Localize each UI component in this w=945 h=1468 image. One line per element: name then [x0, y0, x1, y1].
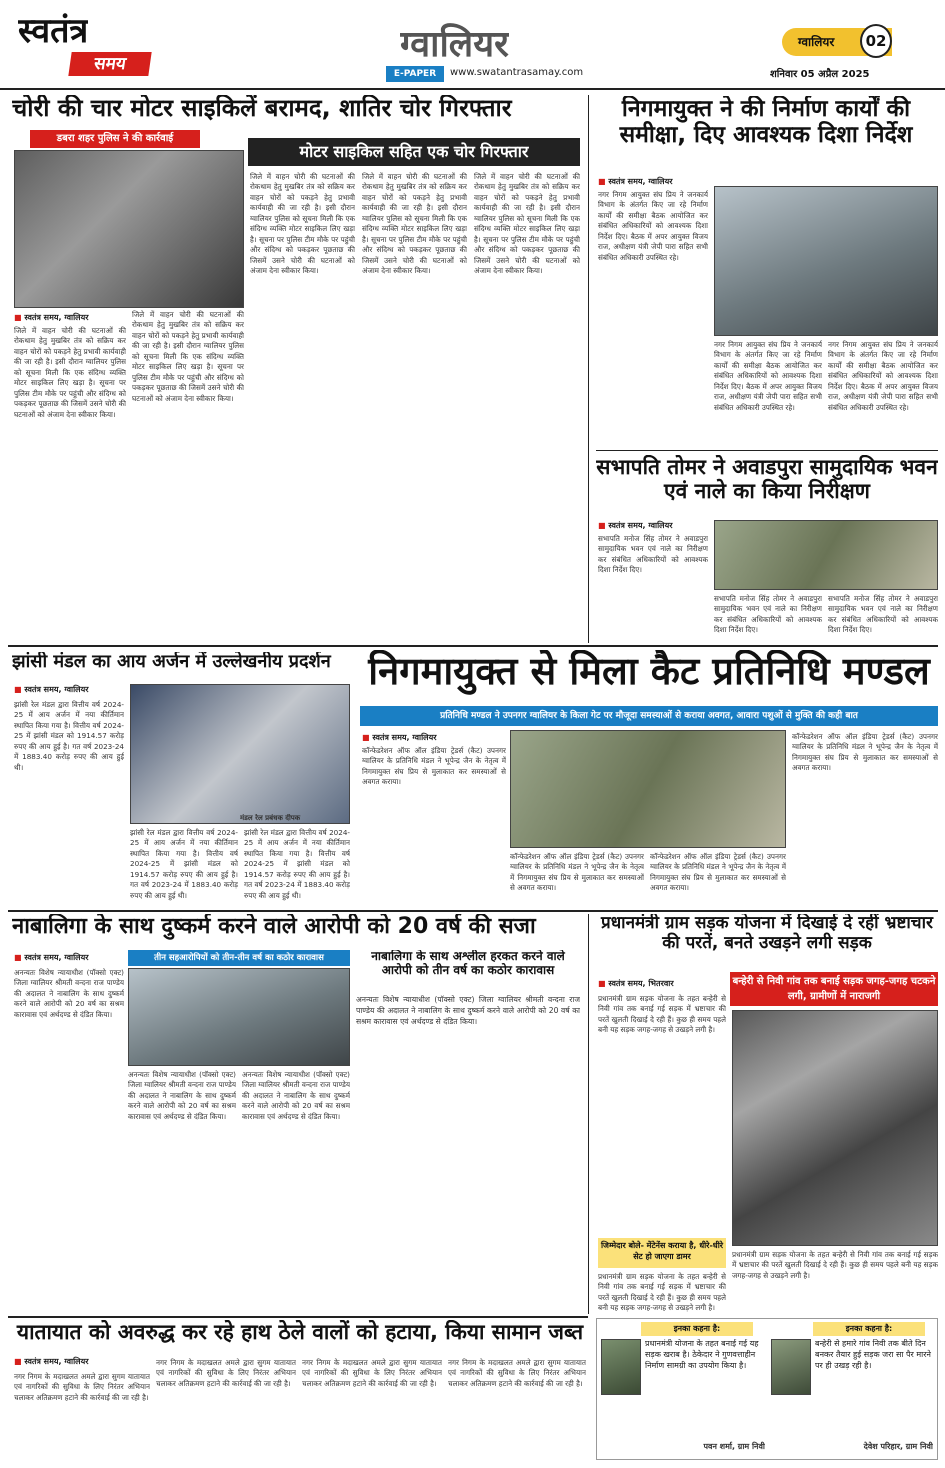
story1-body-col4: जिले में वाहन चोरी की घटनाओं की रोकथाम हेतु मुखबिर तंत्र को सक्रिय कर वाहन चोरों को पकड़ने हेतु प्रभावी कार्यवाही की जा रही है। इसी दौरान ग्वालियर पुलिस को सूचना मिली कि एक संदिग्ध व्यक्ति मोटर साइकिल लिए खड़ा है। सूचना पर पुलिस टीम मौके पर पहुंची और संदिग्ध को पकड़कर पूछताछ की जिसमें उसने चोरी की घटनाओं को अंजाम देना स्वीकार किया।	[362, 172, 467, 275]
story1-photo	[14, 150, 244, 308]
story6-headline[interactable]: नाबालिगा के साथ दुष्कर्म करने वाले आरोपी को 20 वर्ष की सजा	[12, 914, 536, 939]
masthead	[0, 0, 945, 90]
logo-badge[interactable]: समय	[68, 52, 151, 76]
story7-redbox: बन्हेरी से निवी गांव तक बनाई सड़क जगह-जगह चटकने लगी, ग्रामीणों में नाराजगी	[730, 972, 938, 1006]
story3-byline: ■ स्वतंत्र समय, ग्वालियर	[598, 520, 778, 532]
story7-byline: ■ स्वतंत्र समय, भितरवार	[598, 978, 726, 990]
story5-body-col2: कॉन्फेडरेशन ऑफ ऑल इंडिया ट्रेडर्स (कैट) उपनगर ग्वालियर के प्रतिनिधि मंडल ने भूपेन्द्र जैन के नेतृत्व में निगमायुक्त संघ प्रिय से मुलाकात कर समस्याओं से अवगत कराया।	[510, 852, 644, 893]
story1-body-col3: जिले में वाहन चोरी की घटनाओं की रोकथाम हेतु मुखबिर तंत्र को सक्रिय कर वाहन चोरों को पकड़ने हेतु प्रभावी कार्यवाही की जा रही है। इसी दौरान ग्वालियर पुलिस को सूचना मिली कि एक संदिग्ध व्यक्ति मोटर साइकिल लिए खड़ा है। सूचना पर पुलिस टीम मौके पर पहुंची और संदिग्ध को पकड़कर पूछताछ की जिसमें उसने चोरी की घटनाओं को अंजाम देना स्वीकार किया।	[250, 172, 355, 275]
story1-subheadline[interactable]: मोटर साइकिल सहित एक चोर गिरफ्तार	[248, 138, 580, 166]
story6-body-col1: अनन्यतः विशेष न्यायाधीश (पॉक्सो एक्ट) जिला ग्वालियर श्रीमती वन्दना राज पाण्डेय की अदालत ने नाबालिग के साथ दुष्कर्म करने वाले आरोपी को 20 वर्ष का सश्रम कारावास एवं अर्थदण्ड से दंडित किया।	[14, 968, 124, 1019]
story2-byline: ■ स्वतंत्र समय, ग्वालियर	[598, 176, 778, 188]
site-url[interactable]: www.swatantrasamay.com	[450, 67, 584, 78]
story4-byline: ■ स्वतंत्र समय, ग्वालियर	[14, 684, 194, 696]
story8-body-col4: नगर निगम के मदाखलत अमले द्वारा सुगम यातायात एवं नागरिकों की सुविधा के लिए निरंतर अभियान चलाकर अतिक्रमण हटाने की कार्रवाई की जा रही है।	[448, 1358, 586, 1388]
story3-body-col2: सभापति मनोज सिंह तोमर ने अवाडपुरा सामुदायिक भवन एवं नाले का निरीक्षण कर संबंधित अधिकारियों को आवश्यक दिशा निर्देश दिए।	[714, 594, 822, 635]
story6-body-col3: अनन्यतः विशेष न्यायाधीश (पॉक्सो एक्ट) जिला ग्वालियर श्रीमती वन्दना राज पाण्डेय की अदालत ने नाबालिग के साथ दुष्कर्म करने वाले आरोपी को 20 वर्ष का सश्रम कारावास एवं अर्थदण्ड से दंडित किया।	[242, 1070, 350, 1121]
column-divider	[588, 914, 589, 1314]
story1-byline: ■ स्वतंत्र समय, ग्वालियर	[14, 312, 244, 324]
section-divider	[8, 910, 938, 912]
story6-photo	[128, 968, 350, 1066]
story1-body-col1: जिले में वाहन चोरी की घटनाओं की रोकथाम हेतु मुखबिर तंत्र को सक्रिय कर वाहन चोरों को पकड़ने हेतु प्रभावी कार्यवाही की जा रही है। इसी दौरान ग्वालियर पुलिस को सूचना मिली कि एक संदिग्ध व्यक्ति मोटर साइकिल लिए खड़ा है। सूचना पर पुलिस टीम मौके पर पहुंची और संदिग्ध को पकड़कर पूछताछ की जिसमें उसने चोरी की घटनाओं को अंजाम देना स्वीकार किया।	[14, 326, 126, 419]
logo-text[interactable]: स्वतंत्र	[18, 11, 89, 51]
story5-subbar: प्रतिनिधि मण्डल ने उपनगर ग्वालियर के किला गेट पर मौजूदा समस्याओं से कराया अवगत, आवारा पशुओं से मुक्ति की कही बात	[360, 706, 938, 726]
divider	[596, 450, 938, 451]
story5-photo	[510, 730, 786, 848]
story8-body-col2: नगर निगम के मदाखलत अमले द्वारा सुगम यातायात एवं नागरिकों की सुविधा के लिए निरंतर अभियान चलाकर अतिक्रमण हटाने की कार्रवाई की जा रही है।	[156, 1358, 296, 1388]
quote2-avatar	[771, 1339, 811, 1395]
quote2-text: बन्हेरी से हमारे गांव निवी तक बीते दिन बनकर तैयार हुई सड़क जरा सा पैर मारने पर ही उखड़ रही है।	[815, 1339, 931, 1370]
story1-body-col5: जिले में वाहन चोरी की घटनाओं की रोकथाम हेतु मुखबिर तंत्र को सक्रिय कर वाहन चोरों को पकड़ने हेतु प्रभावी कार्यवाही की जा रही है। इसी दौरान ग्वालियर पुलिस को सूचना मिली कि एक संदिग्ध व्यक्ति मोटर साइकिल लिए खड़ा है। सूचना पर पुलिस टीम मौके पर पहुंची और संदिग्ध को पकड़कर पूछताछ की जिसमें उसने चोरी की घटनाओं को अंजाम देना स्वीकार किया।	[474, 172, 580, 275]
story7-body-col3: प्रधानमंत्री ग्राम सड़क योजना के तहत बन्हेरी से निवी गांव तक बनाई गई सड़क में भ्रष्टाचार की परतें खुलती दिखाई दे रही हैं। कुछ ही समय पहले बनी यह सड़क जगह-जगह से उखड़ने लगी है।	[598, 1272, 726, 1312]
story5-body-col4: कॉन्फेडरेशन ऑफ ऑल इंडिया ट्रेडर्स (कैट) उपनगर ग्वालियर के प्रतिनिधि मंडल ने भूपेन्द्र जैन के नेतृत्व में निगमायुक्त संघ प्रिय से मुलाकात कर समस्याओं से अवगत कराया।	[792, 732, 938, 773]
story1-headline[interactable]: चोरी की चार मोटर साइकिलें बरामद, शातिर चोर गिरफ्तार	[12, 95, 512, 122]
story3-body-col3: सभापति मनोज सिंह तोमर ने अवाडपुरा सामुदायिक भवन एवं नाले का निरीक्षण कर संबंधित अधिकारियों को आवश्यक दिशा निर्देश दिए।	[828, 594, 938, 635]
story8-body-col3: नगर निगम के मदाखलत अमले द्वारा सुगम यातायात एवं नागरिकों की सुविधा के लिए निरंतर अभियान चलाकर अतिक्रमण हटाने की कार्रवाई की जा रही है।	[302, 1358, 442, 1388]
story4-headline[interactable]: झांसी मंडल का आय अर्जन में उल्लेखनीय प्रदर्शन	[12, 652, 331, 672]
story5-body-col1: कॉन्फेडरेशन ऑफ ऑल इंडिया ट्रेडर्स (कैट) उपनगर ग्वालियर के प्रतिनिधि मंडल ने भूपेन्द्र जैन के नेतृत्व में निगमायुक्त संघ प्रिय से मुलाकात कर समस्याओं से अवगत कराया।	[362, 746, 506, 787]
story6-subheadline[interactable]: नाबालिगा के साथ अश्लील हरकत करने वाले आरोपी को तीन वर्ष का कठोर कारावास	[371, 950, 565, 977]
story2-headline[interactable]: निगमायुक्त ने की निर्माण कार्यों की समीक्षा, दिए आवश्यक दिशा निर्देश	[619, 96, 913, 149]
story4-body-col3: झांसी रेल मंडल द्वारा वित्तीय वर्ष 2024-25 में आय अर्जन में नया कीर्तिमान स्थापित किया गया है। वित्तीय वर्ष 2024-25 में झांसी मंडल को 1914.57 करोड़ रुपए की आय हुई है। गत वर्ष 2023-24 में 1883.40 करोड़ रुपए की आय हुई थी।	[244, 828, 350, 900]
story6-body-col4: अनन्यतः विशेष न्यायाधीश (पॉक्सो एक्ट) जिला ग्वालियर श्रीमती वन्दना राज पाण्डेय की अदालत ने नाबालिग के साथ दुष्कर्म करने वाले आरोपी को 20 वर्ष का सश्रम कारावास एवं अर्थदण्ड से दंडित किया।	[356, 995, 580, 1026]
story7-photo	[732, 1010, 938, 1246]
page-number: 02	[860, 24, 892, 58]
story2-photo	[714, 186, 938, 336]
story5-headline[interactable]: निगमायुक्त से मिला कैट प्रतिनिधि मण्डल	[368, 650, 930, 693]
story7-subhead: जिम्मेदार बोले- मेंटेनेंस कराया है, धीरे-धीरे सेट हो जाएगा डामर	[598, 1238, 726, 1268]
quote1-avatar	[601, 1339, 641, 1395]
story7-body-col1: प्रधानमंत्री ग्राम सड़क योजना के तहत बन्हेरी से निवी गांव तक बनाई गई सड़क में भ्रष्टाचार की परतें खुलती दिखाई दे रही हैं। कुछ ही समय पहले बनी यह सड़क जगह-जगह से उखड़ने लगी है।	[598, 994, 726, 1035]
story8-body-col1: नगर निगम के मदाखलत अमले द्वारा सुगम यातायात एवं नागरिकों की सुविधा के लिए निरंतर अभियान चलाकर अतिक्रमण हटाने की कार्रवाई की जा रही है।	[14, 1372, 150, 1402]
story1-body-col2: जिले में वाहन चोरी की घटनाओं की रोकथाम हेतु मुखबिर तंत्र को सक्रिय कर वाहन चोरों को पकड़ने हेतु प्रभावी कार्यवाही की जा रही है। इसी दौरान ग्वालियर पुलिस को सूचना मिली कि एक संदिग्ध व्यक्ति मोटर साइकिल लिए खड़ा है। सूचना पर पुलिस टीम मौके पर पहुंची और संदिग्ध को पकड़कर पूछताछ की जिसमें उसने चोरी की घटनाओं को अंजाम देना स्वीकार किया।	[132, 310, 244, 403]
column-divider	[588, 95, 589, 643]
story4-body-col2: झांसी रेल मंडल द्वारा वित्तीय वर्ष 2024-25 में आय अर्जन में नया कीर्तिमान स्थापित किया गया है। वित्तीय वर्ष 2024-25 में झांसी मंडल को 1914.57 करोड़ रुपए की आय हुई है। गत वर्ष 2023-24 में 1883.40 करोड़ रुपए की आय हुई थी।	[130, 828, 238, 900]
story8-headline[interactable]: यातायात को अवरुद्ध कर रहे हाथ ठेले वालों को हटाया, किया सामान जब्त	[16, 1320, 584, 1344]
story4-caption: मंडल रेल प्रबंधक दीपक	[240, 814, 301, 822]
story7-body-col2: प्रधानमंत्री ग्राम सड़क योजना के तहत बन्हेरी से निवी गांव तक बनाई गई सड़क में भ्रष्टाचार की परतें खुलती दिखाई दे रही हैं। कुछ ही समय पहले बनी यह सड़क जगह-जगह से उखड़ने लगी है।	[732, 1250, 938, 1280]
story8-byline: ■ स्वतंत्र समय, ग्वालियर	[14, 1356, 150, 1368]
story2-body-col2: नगर निगम आयुक्त संघ प्रिय ने जनकार्य विभाग के अंतर्गत किए जा रहे निर्माण कार्यों की समीक्षा बैठक आयोजित कर संबंधित अधिकारियों को आवश्यक दिशा निर्देश दिए। बैठक में अपर आयुक्त विजय राज, अधीक्षण यंत्री जेपी पारा सहित सभी संबंधित अधिकारी उपस्थित रहे।	[714, 340, 822, 412]
story4-photo	[130, 684, 350, 824]
story1-photo-caption: डबरा शहर पुलिस ने की कार्रवाई	[30, 130, 200, 148]
edition-city: ग्वालियर	[400, 23, 509, 65]
story4-body-col1: झांसी रेल मंडल द्वारा वित्तीय वर्ष 2024-25 में आय अर्जन में नया कीर्तिमान स्थापित किया गया है। वित्तीय वर्ष 2024-25 में झांसी मंडल को 1914.57 करोड़ रुपए की आय हुई है। गत वर्ष 2023-24 में 1883.40 करोड़ रुपए की आय हुई थी।	[14, 700, 124, 772]
quote1-text: प्रधानमंत्री योजना के तहत बनाई गई यह सड़क खराब है। ठेकेदार ने गुणवत्ताहीन निर्माण सामग्री का उपयोग किया है।	[645, 1339, 759, 1370]
quote2-name: देवेश परिहार, ग्राम निवी	[863, 1442, 933, 1451]
story3-body-col1: सभापति मनोज सिंह तोमर ने अवाडपुरा सामुदायिक भवन एवं नाले का निरीक्षण कर संबंधित अधिकारियों को आवश्यक दिशा निर्देश दिए।	[598, 534, 708, 575]
story6-photo-caption: तीन सहआरोपियों को तीन-तीन वर्ष का कठोर कारावास	[128, 950, 350, 966]
section-divider	[8, 645, 938, 647]
epaper-badge: E-PAPER	[386, 66, 444, 82]
story5-byline: ■ स्वतंत्र समय, ग्वालियर	[362, 732, 512, 744]
quote2-title: इनका कहना है:	[813, 1322, 925, 1336]
quote1-title: इनका कहना है:	[641, 1322, 753, 1336]
story2-body-col1: नगर निगम आयुक्त संघ प्रिय ने जनकार्य विभाग के अंतर्गत किए जा रहे निर्माण कार्यों की समीक्षा बैठक आयोजित कर संबंधित अधिकारियों को आवश्यक दिशा निर्देश दिए। बैठक में अपर आयुक्त विजय राज, अधीक्षण यंत्री जेपी पारा सहित सभी संबंधित अधिकारी उपस्थित रहे।	[598, 190, 708, 262]
quotes-box	[596, 1318, 938, 1460]
page-label: ग्वालियर	[782, 28, 892, 56]
story5-body-col3: कॉन्फेडरेशन ऑफ ऑल इंडिया ट्रेडर्स (कैट) उपनगर ग्वालियर के प्रतिनिधि मंडल ने भूपेन्द्र जैन के नेतृत्व में निगमायुक्त संघ प्रिय से मुलाकात कर समस्याओं से अवगत कराया।	[650, 852, 786, 893]
story6-body-col2: अनन्यतः विशेष न्यायाधीश (पॉक्सो एक्ट) जिला ग्वालियर श्रीमती वन्दना राज पाण्डेय की अदालत ने नाबालिग के साथ दुष्कर्म करने वाले आरोपी को 20 वर्ष का सश्रम कारावास एवं अर्थदण्ड से दंडित किया।	[128, 1070, 236, 1121]
date-line: शनिवार 05 अप्रैल 2025	[770, 69, 870, 80]
story7-headline[interactable]: प्रधानमंत्री ग्राम सड़क योजना में दिखाई दे रहीं भ्रष्टाचार की परतें, बनते उखड़ने लगी सड़क	[601, 914, 933, 953]
story3-photo	[714, 520, 938, 590]
story3-headline[interactable]: सभापति तोमर ने अवाडपुरा सामुदायिक भवन एवं नाले का किया निरीक्षण	[596, 455, 938, 504]
section-divider	[8, 1316, 588, 1318]
story6-byline: ■ स्वतंत्र समय, ग्वालियर	[14, 952, 124, 964]
story2-body-col3: नगर निगम आयुक्त संघ प्रिय ने जनकार्य विभाग के अंतर्गत किए जा रहे निर्माण कार्यों की समीक्षा बैठक आयोजित कर संबंधित अधिकारियों को आवश्यक दिशा निर्देश दिए। बैठक में अपर आयुक्त विजय राज, अधीक्षण यंत्री जेपी पारा सहित सभी संबंधित अधिकारी उपस्थित रहे।	[828, 340, 938, 412]
quote1-name: पवन शर्मा, ग्राम निवी	[703, 1442, 765, 1451]
